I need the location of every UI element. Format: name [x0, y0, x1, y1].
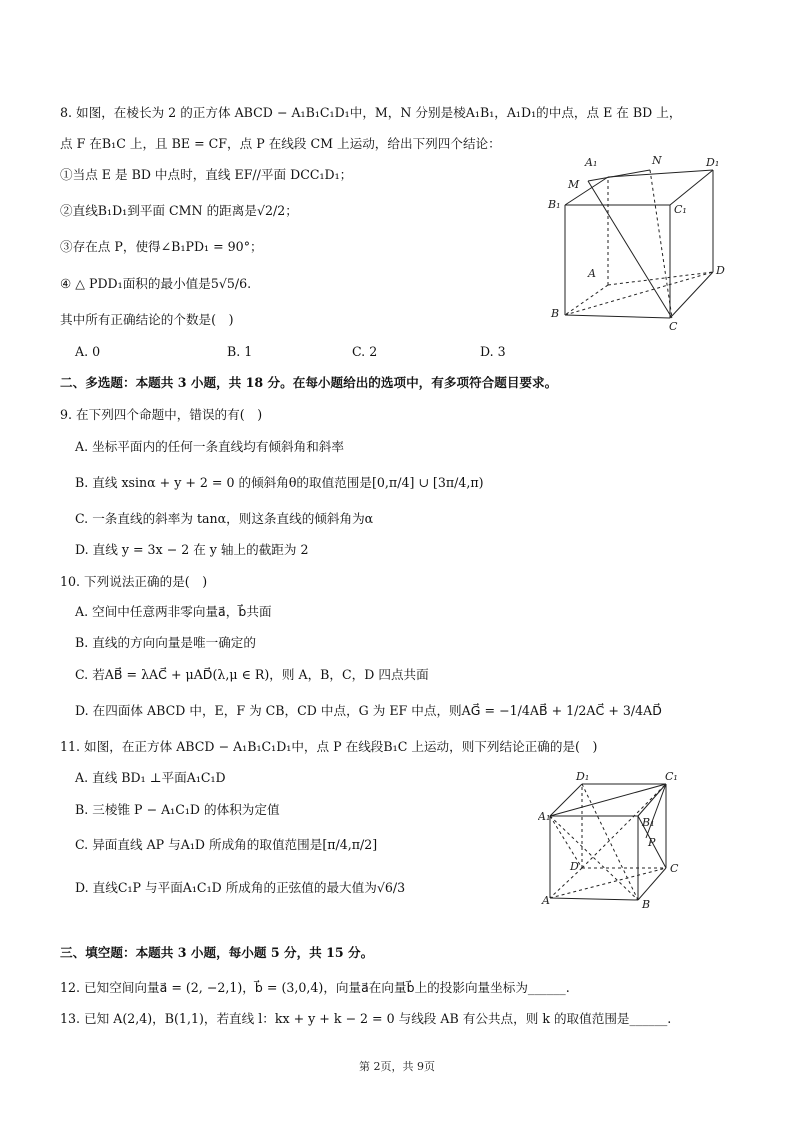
q9-option-a: A. 坐标平面内的任何一条直线均有倾斜角和斜率	[75, 439, 344, 454]
q11-option-d: D. 直线C₁P 与平面A₁C₁D 所成角的正弦值的最大值为√6/3	[75, 880, 406, 895]
q11-stem: 11. 如图，在正方体 ABCD − A₁B₁C₁D₁中，点 P 在线段B₁C 上运动，则下列结论正确的是( )	[60, 739, 598, 754]
q8-line1: 8. 如图，在棱长为 2 的正方体 ABCD − A₁B₁C₁D₁中，M，N 分别是棱A₁B₁，A₁D₁的中点，点 E 在 BD 上，	[60, 105, 682, 120]
q10-option-a: A. 空间中任意两非零向量a⃗，b⃗共面	[75, 604, 272, 619]
section-3-heading: 三、填空题：本题共 3 小题，每小题 5 分，共 15 分。	[60, 945, 374, 960]
label-b1: B₁	[642, 816, 655, 829]
label-c: C	[669, 320, 678, 333]
q8-statement-3: ③存在点 P，使得∠B₁PD₁ = 90°；	[60, 239, 263, 254]
label-a: A	[542, 894, 550, 907]
q12-text: 12. 已知空间向量a⃗ = (2, −2,1)，b⃗ = (3,0,4)，向量a⃗在向量b⃗上的投影向量坐标为______.	[60, 980, 570, 995]
q11-option-a: A. 直线 BD₁ ⊥平面A₁C₁D	[75, 770, 226, 785]
q8-statement-4: ④ △ PDD₁面积的最小值是5√5/6.	[60, 276, 252, 291]
q8-line2: 点 F 在B₁C 上，且 BE = CF，点 P 在线段 CM 上运动，给出下列四个结论：	[60, 136, 501, 151]
label-a: A	[588, 267, 596, 280]
cube-figure-q8	[540, 150, 740, 335]
label-p: P	[648, 836, 656, 849]
label-c: C	[670, 862, 679, 875]
page-footer: 第 2页，共 9页	[359, 1060, 435, 1073]
q8-option-d: D. 3	[480, 344, 506, 359]
q8-question: 其中所有正确结论的个数是( )	[60, 312, 234, 327]
q10-option-c: C. 若AB⃗ = λAC⃗ + μAD⃗(λ,μ ∈ R)，则 A，B，C，D 四点共面	[75, 667, 429, 682]
label-a1: A₁	[538, 810, 551, 823]
section-2-heading: 二、多选题：本题共 3 小题，共 18 分。在每小题给出的选项中，有多项符合题目要求。	[60, 375, 558, 390]
label-c1: C₁	[674, 203, 687, 216]
q11-option-c: C. 异面直线 AP 与A₁D 所成角的取值范围是[π/4,π/2]	[75, 837, 378, 852]
label-d1: D₁	[576, 770, 590, 783]
label-b: B	[551, 307, 560, 320]
label-m: M	[568, 178, 580, 191]
label-d1: D₁	[706, 156, 720, 169]
label-a1: A₁	[585, 156, 598, 169]
q8-option-c: C. 2	[352, 344, 378, 359]
q13-text: 13. 已知 A(2,4)，B(1,1)，若直线 l：kx + y + k − 2 = 0 与线段 AB 有公共点，则 k 的取值范围是______.	[60, 1011, 672, 1026]
cube-figure-q11	[538, 768, 698, 913]
q9-option-d: D. 直线 y = 3x − 2 在 y 轴上的截距为 2	[75, 542, 309, 557]
label-b: B	[642, 898, 651, 911]
q11-option-b: B. 三棱锥 P − A₁C₁D 的体积为定值	[75, 802, 280, 817]
label-d: D	[716, 264, 725, 277]
q9-option-c: C. 一条直线的斜率为 tanα，则这条直线的倾斜角为α	[75, 511, 374, 526]
label-b1: B₁	[548, 198, 561, 211]
label-c1: C₁	[665, 770, 678, 783]
q10-option-d: D. 在四面体 ABCD 中，E，F 为 CB，CD 中点，G 为 EF 中点，则AG⃗ = −1/4AB⃗ + 1/2AC⃗ + 3/4AD⃗	[75, 703, 662, 718]
q8-statement-1: ①当点 E 是 BD 中点时，直线 EF//平面 DCC₁D₁；	[60, 167, 353, 182]
q9-stem: 9. 在下列四个命题中，错误的有( )	[60, 407, 263, 422]
q10-stem: 10. 下列说法正确的是( )	[60, 574, 208, 589]
label-n: N	[652, 154, 662, 167]
q8-option-a: A. 0	[75, 344, 101, 359]
q8-statement-2: ②直线B₁D₁到平面 CMN 的距离是√2/2；	[60, 203, 298, 218]
q9-option-b: B. 直线 xsinα + y + 2 = 0 的倾斜角θ的取值范围是[0,π/4] ∪ [3π/4,π)	[75, 475, 484, 490]
label-d: D	[570, 860, 579, 873]
q8-option-b: B. 1	[227, 344, 253, 359]
q10-option-b: B. 直线的方向向量是唯一确定的	[75, 635, 256, 650]
